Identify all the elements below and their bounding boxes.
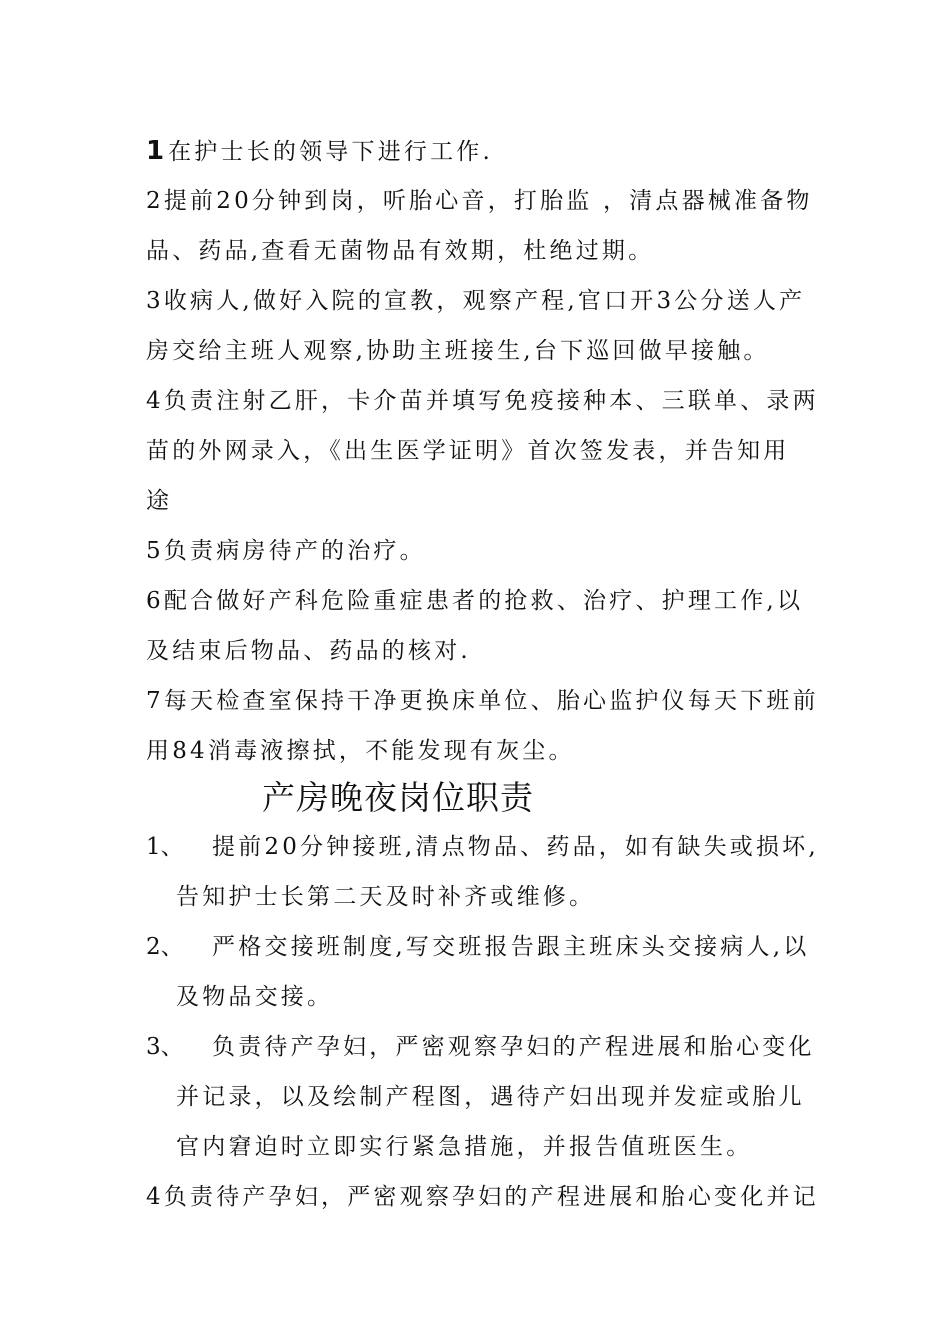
duty-item-6-line-1: 6配合做好产科危险重症患者的抢救、治疗、护理工作,以 bbox=[146, 588, 804, 614]
night-duty-item-2-line-2: 及物品交接。 bbox=[176, 984, 334, 1010]
duty-item-4-line-1: 4负责注射乙肝，卡介苗并填写免疫接种本、三联单、录两 bbox=[146, 388, 819, 414]
duty-item-1-number: 1 bbox=[146, 136, 165, 166]
duty-item-3-line-1: 3收病人,做好入院的宣教，观察产程,官口开3公分送人产 bbox=[146, 288, 806, 314]
duty-item-2-line-2: 品、药品,查看无菌物品有效期，杜绝过期。 bbox=[146, 238, 655, 264]
night-duty-item-3-line-2: 并记录，以及绘制产程图，遇待产妇出现并发症或胎儿 bbox=[176, 1084, 805, 1110]
duty-item-4-line-3: 途 bbox=[146, 488, 173, 514]
night-duty-item-3-line-1 bbox=[146, 1032, 815, 1062]
night-duty-item-3-marker: 3、 bbox=[146, 1034, 184, 1060]
duty-item-1 bbox=[146, 136, 493, 167]
night-duty-item-2-text: 严格交接班制度,写交班报告跟主班床头交接病人,以 bbox=[212, 934, 810, 960]
duty-item-3-line-2: 房交给主班人观察,协助主班接生,台下巡回做早接触。 bbox=[146, 338, 770, 364]
night-duty-item-1-line-1 bbox=[146, 832, 819, 862]
night-duty-item-1-line-2: 告知护士长第二天及时补齐或维修。 bbox=[176, 884, 596, 910]
duty-item-5-line-1: 5负责病房待产的治疗。 bbox=[146, 538, 426, 564]
night-duty-item-3-text: 负责待产孕妇，严密观察孕妇的产程进展和胎心变化 bbox=[212, 1034, 815, 1060]
night-duty-item-1-text: 提前20分钟接班,清点物品、药品，如有缺失或损坏, bbox=[212, 834, 819, 860]
night-duty-item-2-marker: 2、 bbox=[146, 934, 184, 960]
duty-item-1-text: 在护士长的领导下进行工作. bbox=[168, 139, 494, 165]
duty-item-6-line-2: 及结束后物品、药品的核对. bbox=[146, 638, 471, 664]
night-duty-item-3-line-3: 官内窘迫时立即实行紧急措施，并报告值班医生。 bbox=[176, 1134, 753, 1160]
duty-item-7-line-1: 7每天检查室保持干净更换床单位、胎心监护仪每天下班前 bbox=[146, 688, 819, 714]
duty-item-2-line-1: 2提前20分钟到岗，听胎心音，打胎监 ，清点器械准备物 bbox=[146, 188, 813, 214]
night-duty-item-4-line-1: 4负责待产孕妇，严密观察孕妇的产程进展和胎心变化并记 bbox=[146, 1184, 819, 1210]
night-duty-item-1-marker: 1、 bbox=[146, 834, 184, 860]
night-duty-item-2-line-1 bbox=[146, 932, 809, 962]
duty-item-7-line-2: 用84消毒液擦拭，不能发现有灰尘。 bbox=[146, 738, 575, 764]
section-heading: 产房晚夜岗位职责 bbox=[262, 778, 534, 817]
duty-item-4-line-2: 苗的外网录入，《出生医学证明》首次签发表，并告知用 bbox=[146, 438, 790, 464]
